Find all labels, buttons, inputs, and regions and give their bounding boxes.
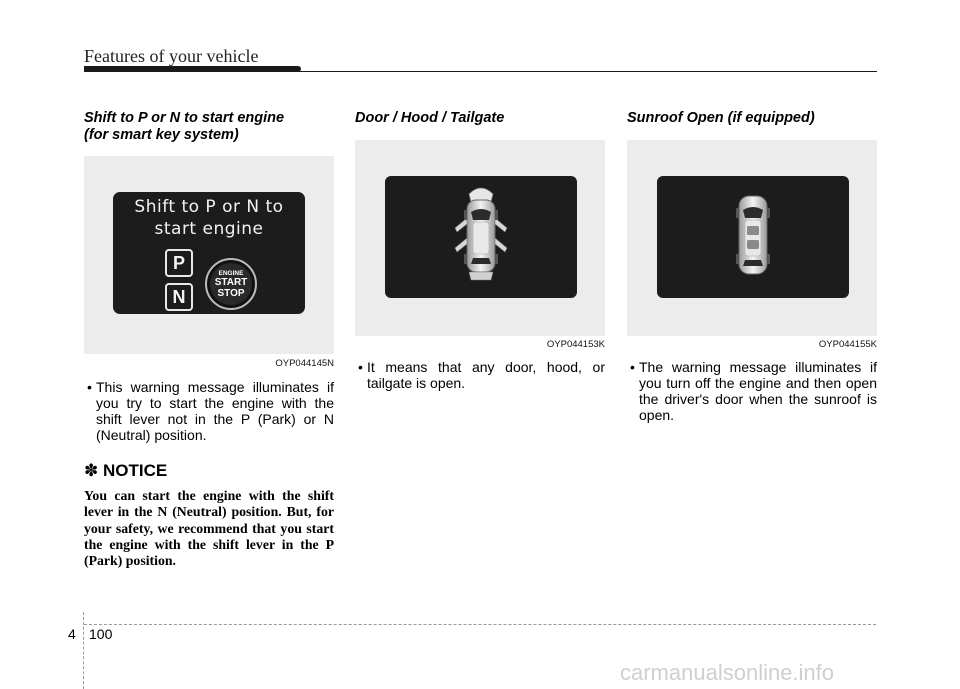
engine-button-line3: STOP: [217, 288, 245, 299]
section-title-door: Door / Hood / Tailgate: [355, 110, 505, 126]
car-sunroof-open-icon: [657, 176, 849, 298]
figure-code: OYP044153K: [546, 339, 605, 350]
figure-code: OYP044145N: [275, 358, 334, 369]
header-title: Features of your vehicle: [84, 46, 259, 66]
bullet-text: • The warning message illuminates if you turn off the engine and then open the driver's door when the sunroof is open.: [627, 359, 877, 423]
display-text-line2: start engine: [154, 219, 264, 239]
gear-p-indicator: P: [165, 249, 193, 277]
column-sunroof-open: [627, 110, 877, 423]
column-door-hood-tailgate: [355, 110, 605, 391]
watermark: carmanualsonline.info: [620, 660, 835, 685]
footer-divider: [83, 612, 84, 689]
chapter-number: 4: [68, 626, 76, 642]
cluster-display: [385, 176, 577, 298]
section-title-line2: (for smart key system): [84, 127, 239, 143]
engine-button-line2: START: [214, 277, 248, 288]
section-title-line1: Shift to P or N to start engine: [84, 110, 285, 126]
gear-n-indicator: N: [165, 283, 193, 311]
notice-body: You can start the engine with the shift lever in the N (Neutral) position. But, for your safety, we recommend that you start the engine with the shift lever in the P (Park) position.: [84, 488, 334, 569]
cluster-display: [113, 192, 305, 314]
figure-door-open: [355, 140, 605, 336]
footer-rule: [84, 624, 876, 625]
page-number: 100: [89, 626, 113, 642]
section-title-sunroof: Sunroof Open (if equipped): [627, 110, 815, 126]
engine-start-stop-icon: [205, 258, 257, 310]
bullet-text: • This warning message illuminates if you try to start the engine with the shift lever not in the P (Park) or N (Neutral) position.: [84, 379, 334, 443]
figure-sunroof-open: [627, 140, 877, 336]
figure-shift-display: [84, 156, 334, 354]
bullet-text: • It means that any door, hood, or tailgate is open.: [355, 359, 605, 391]
engine-button-line1: ENGINE: [218, 270, 244, 277]
notice-title: ✽ NOTICE: [84, 461, 168, 480]
column-shift-to-start: [84, 110, 334, 569]
section-title-shift: [84, 110, 334, 144]
display-text-line1: Shift to P or N to: [134, 197, 284, 217]
figure-code: OYP044155K: [818, 339, 877, 350]
cluster-display: [657, 176, 849, 298]
car-doors-open-icon: [385, 176, 577, 298]
header-rule: [84, 71, 877, 72]
